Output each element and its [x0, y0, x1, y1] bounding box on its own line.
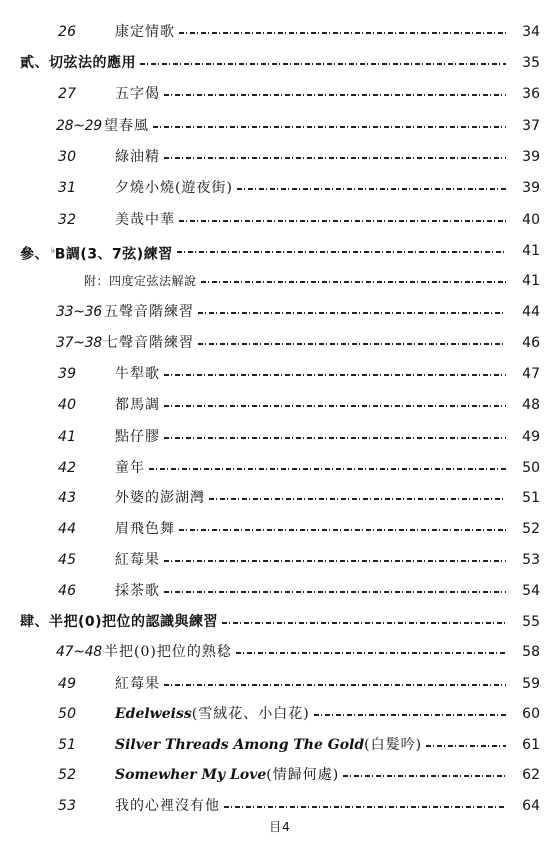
dot-leader: [140, 63, 506, 65]
dot-leader: [343, 775, 506, 777]
toc-entry: [0, 115, 560, 137]
entry-page-number: 40: [522, 212, 540, 228]
entry-page-number: 47: [522, 366, 540, 382]
entry-title: [104, 301, 194, 323]
toc-entry: [0, 363, 560, 385]
entry-number: 39: [58, 366, 77, 382]
entry-title: [115, 83, 160, 105]
entry-page-number: 59: [522, 676, 540, 692]
entry-title: [115, 764, 339, 786]
dot-leader: [164, 560, 506, 562]
entry-title-text: B調(3、7弦)練習: [54, 246, 173, 263]
dot-leader: [209, 498, 506, 500]
entry-title-text: 紅莓果: [115, 552, 160, 568]
toc-entry: [0, 487, 560, 509]
entry-number: 42: [58, 460, 77, 476]
entry-page-number: 39: [522, 180, 540, 196]
entry-number: 46: [58, 583, 77, 599]
entry-page-number: 35: [522, 55, 540, 71]
dot-leader: [198, 312, 506, 314]
entry-title-text: 都馬調: [115, 397, 160, 413]
dot-leader: [201, 281, 506, 283]
entry-title: [115, 703, 310, 725]
entry-number: 50: [58, 706, 77, 722]
entry-page-number: 41: [522, 243, 540, 259]
dot-leader: [164, 405, 506, 407]
entry-number: 53: [58, 798, 77, 814]
entry-page-number: 61: [522, 737, 540, 753]
toc-entry: [0, 332, 560, 354]
entry-number: 27: [58, 86, 77, 102]
entry-title-text: 康定情歌: [115, 24, 175, 40]
entry-page-number: 34: [522, 24, 540, 40]
entry-page-number: 37: [522, 118, 540, 134]
entry-number: 30: [58, 149, 77, 165]
dot-leader: [164, 591, 506, 593]
dot-leader: [224, 806, 506, 808]
entry-title-text: 附：四度定弦法解說: [84, 274, 197, 288]
entry-title: [115, 426, 160, 448]
entry-title-text: (雪絨花、小白花): [191, 706, 310, 722]
entry-number: 31: [58, 180, 77, 196]
toc-section: [0, 611, 560, 633]
entry-title: [115, 673, 160, 695]
entry-title-text: 七聲音階練習: [104, 335, 194, 351]
toc-entry: [0, 580, 560, 602]
entry-number: 51: [58, 737, 77, 753]
entry-number: 41: [58, 429, 77, 445]
toc-entry: [0, 209, 560, 231]
entry-title: [104, 332, 194, 354]
entry-title-text: 紅莓果: [115, 676, 160, 692]
entry-page-number: 39: [522, 149, 540, 165]
toc-entry: [0, 426, 560, 448]
entry-title: [84, 270, 197, 292]
toc-entry: [0, 394, 560, 416]
dot-leader: [222, 622, 506, 624]
entry-title-text: 綠油精: [115, 149, 160, 165]
toc-entry: [0, 518, 560, 540]
entry-title-text: 採茶歌: [115, 583, 160, 599]
entry-title: [115, 795, 220, 817]
entry-title: [115, 734, 422, 756]
entry-number: 33~36: [56, 304, 102, 320]
entry-page-number: 41: [522, 273, 540, 289]
entry-title: [20, 240, 173, 266]
entry-title: [115, 487, 205, 509]
dot-leader: [149, 468, 506, 470]
toc-entry: [0, 734, 560, 756]
dot-leader: [164, 157, 506, 159]
entry-page-number: 58: [522, 644, 540, 660]
entry-number: 49: [58, 676, 77, 692]
entry-page-number: 44: [522, 304, 540, 320]
dot-leader: [237, 188, 506, 190]
entry-page-number: 36: [522, 86, 540, 102]
entry-title-text: 牛犁歌: [115, 366, 160, 382]
entry-title-text: 肆、半把(0)把位的認識與練習: [20, 614, 219, 630]
toc-note: [0, 270, 560, 292]
entry-number: 45: [58, 552, 77, 568]
entry-number: 40: [58, 397, 77, 413]
entry-page-number: 62: [522, 767, 540, 783]
entry-page-number: 49: [522, 429, 540, 445]
entry-title-english: Edelweiss: [115, 706, 192, 722]
dot-leader: [179, 32, 506, 34]
flat-sign: ♭: [51, 246, 56, 256]
entry-page-number: 53: [522, 552, 540, 568]
entry-number: 44: [58, 521, 77, 537]
entry-page-number: 48: [522, 397, 540, 413]
entry-number: 37~38: [56, 335, 102, 351]
dot-leader: [198, 343, 506, 345]
entry-number: 28~29: [56, 118, 102, 134]
dot-leader: [164, 94, 506, 96]
dot-leader: [177, 251, 506, 253]
entry-title: [115, 146, 160, 168]
entry-title-text: 美哉中華: [115, 212, 175, 228]
toc-entry: [0, 703, 560, 725]
entry-title-text: 童年: [115, 460, 145, 476]
entry-page-number: 60: [522, 706, 540, 722]
entry-title: [104, 641, 232, 663]
entry-title-text: 外婆的澎湖灣: [115, 490, 205, 506]
entry-title-text: 望春風: [104, 118, 149, 134]
entry-page-number: 64: [522, 798, 540, 814]
dot-leader: [153, 126, 506, 128]
toc-entry: [0, 795, 560, 817]
entry-number: 32: [58, 212, 77, 228]
toc-entry: [0, 301, 560, 323]
entry-title-english: Silver Threads Among The Gold: [115, 737, 365, 753]
dot-leader: [179, 529, 506, 531]
toc-entry: [0, 673, 560, 695]
entry-title: [20, 611, 218, 633]
entry-title-text: 貳、切弦法的應用: [20, 55, 136, 71]
dot-leader: [236, 652, 506, 654]
toc-entry: [0, 764, 560, 786]
toc-section: [0, 240, 560, 262]
toc-section: [0, 52, 560, 74]
entry-title-english: Somewher My Love: [115, 767, 267, 783]
entry-title-text: (情歸何處): [266, 767, 340, 783]
dot-leader: [426, 745, 506, 747]
entry-title: [115, 363, 160, 385]
entry-title: [115, 21, 175, 43]
dot-leader: [179, 220, 506, 222]
toc-entry: [0, 457, 560, 479]
entry-number: 52: [58, 767, 77, 783]
entry-title: [115, 209, 175, 231]
entry-title-text: 五聲音階練習: [104, 304, 194, 320]
section-prefix: 參、: [20, 246, 49, 263]
entry-title-text: (白髮吟): [364, 737, 423, 753]
entry-title: [115, 457, 145, 479]
entry-title-text: 半把(0)把位的熟稔: [104, 644, 232, 660]
entry-title: [115, 549, 160, 571]
entry-page-number: 50: [522, 460, 540, 476]
entry-title-text: 五字偈: [115, 86, 160, 102]
entry-title: [115, 394, 160, 416]
entry-page-number: 54: [522, 583, 540, 599]
entry-title: [115, 580, 160, 602]
entry-number: 26: [58, 24, 77, 40]
toc-entry: [0, 83, 560, 105]
entry-page-number: 51: [522, 490, 540, 506]
dot-leader: [314, 714, 506, 716]
entry-title-text: 夕燒小燒(遊夜街): [115, 180, 233, 196]
dot-leader: [164, 374, 506, 376]
entry-number: 47~48: [56, 644, 102, 660]
entry-page-number: 55: [522, 614, 540, 630]
entry-title: [115, 177, 233, 199]
dot-leader: [164, 684, 506, 686]
entry-page-number: 46: [522, 335, 540, 351]
entry-title: [104, 115, 149, 137]
entry-page-number: 52: [522, 521, 540, 537]
entry-title: [115, 518, 175, 540]
entry-number: 43: [58, 490, 77, 506]
toc-entry: [0, 21, 560, 43]
dot-leader: [164, 437, 506, 439]
entry-title-text: 點仔膠: [115, 429, 160, 445]
toc-entry: [0, 549, 560, 571]
page-footer: 目4: [269, 820, 291, 834]
entry-title-text: 我的心裡沒有他: [115, 798, 220, 814]
entry-title-text: 眉飛色舞: [115, 521, 175, 537]
toc-entry: [0, 177, 560, 199]
toc-entry: [0, 146, 560, 168]
entry-title: [20, 52, 136, 74]
toc-entry: [0, 641, 560, 663]
